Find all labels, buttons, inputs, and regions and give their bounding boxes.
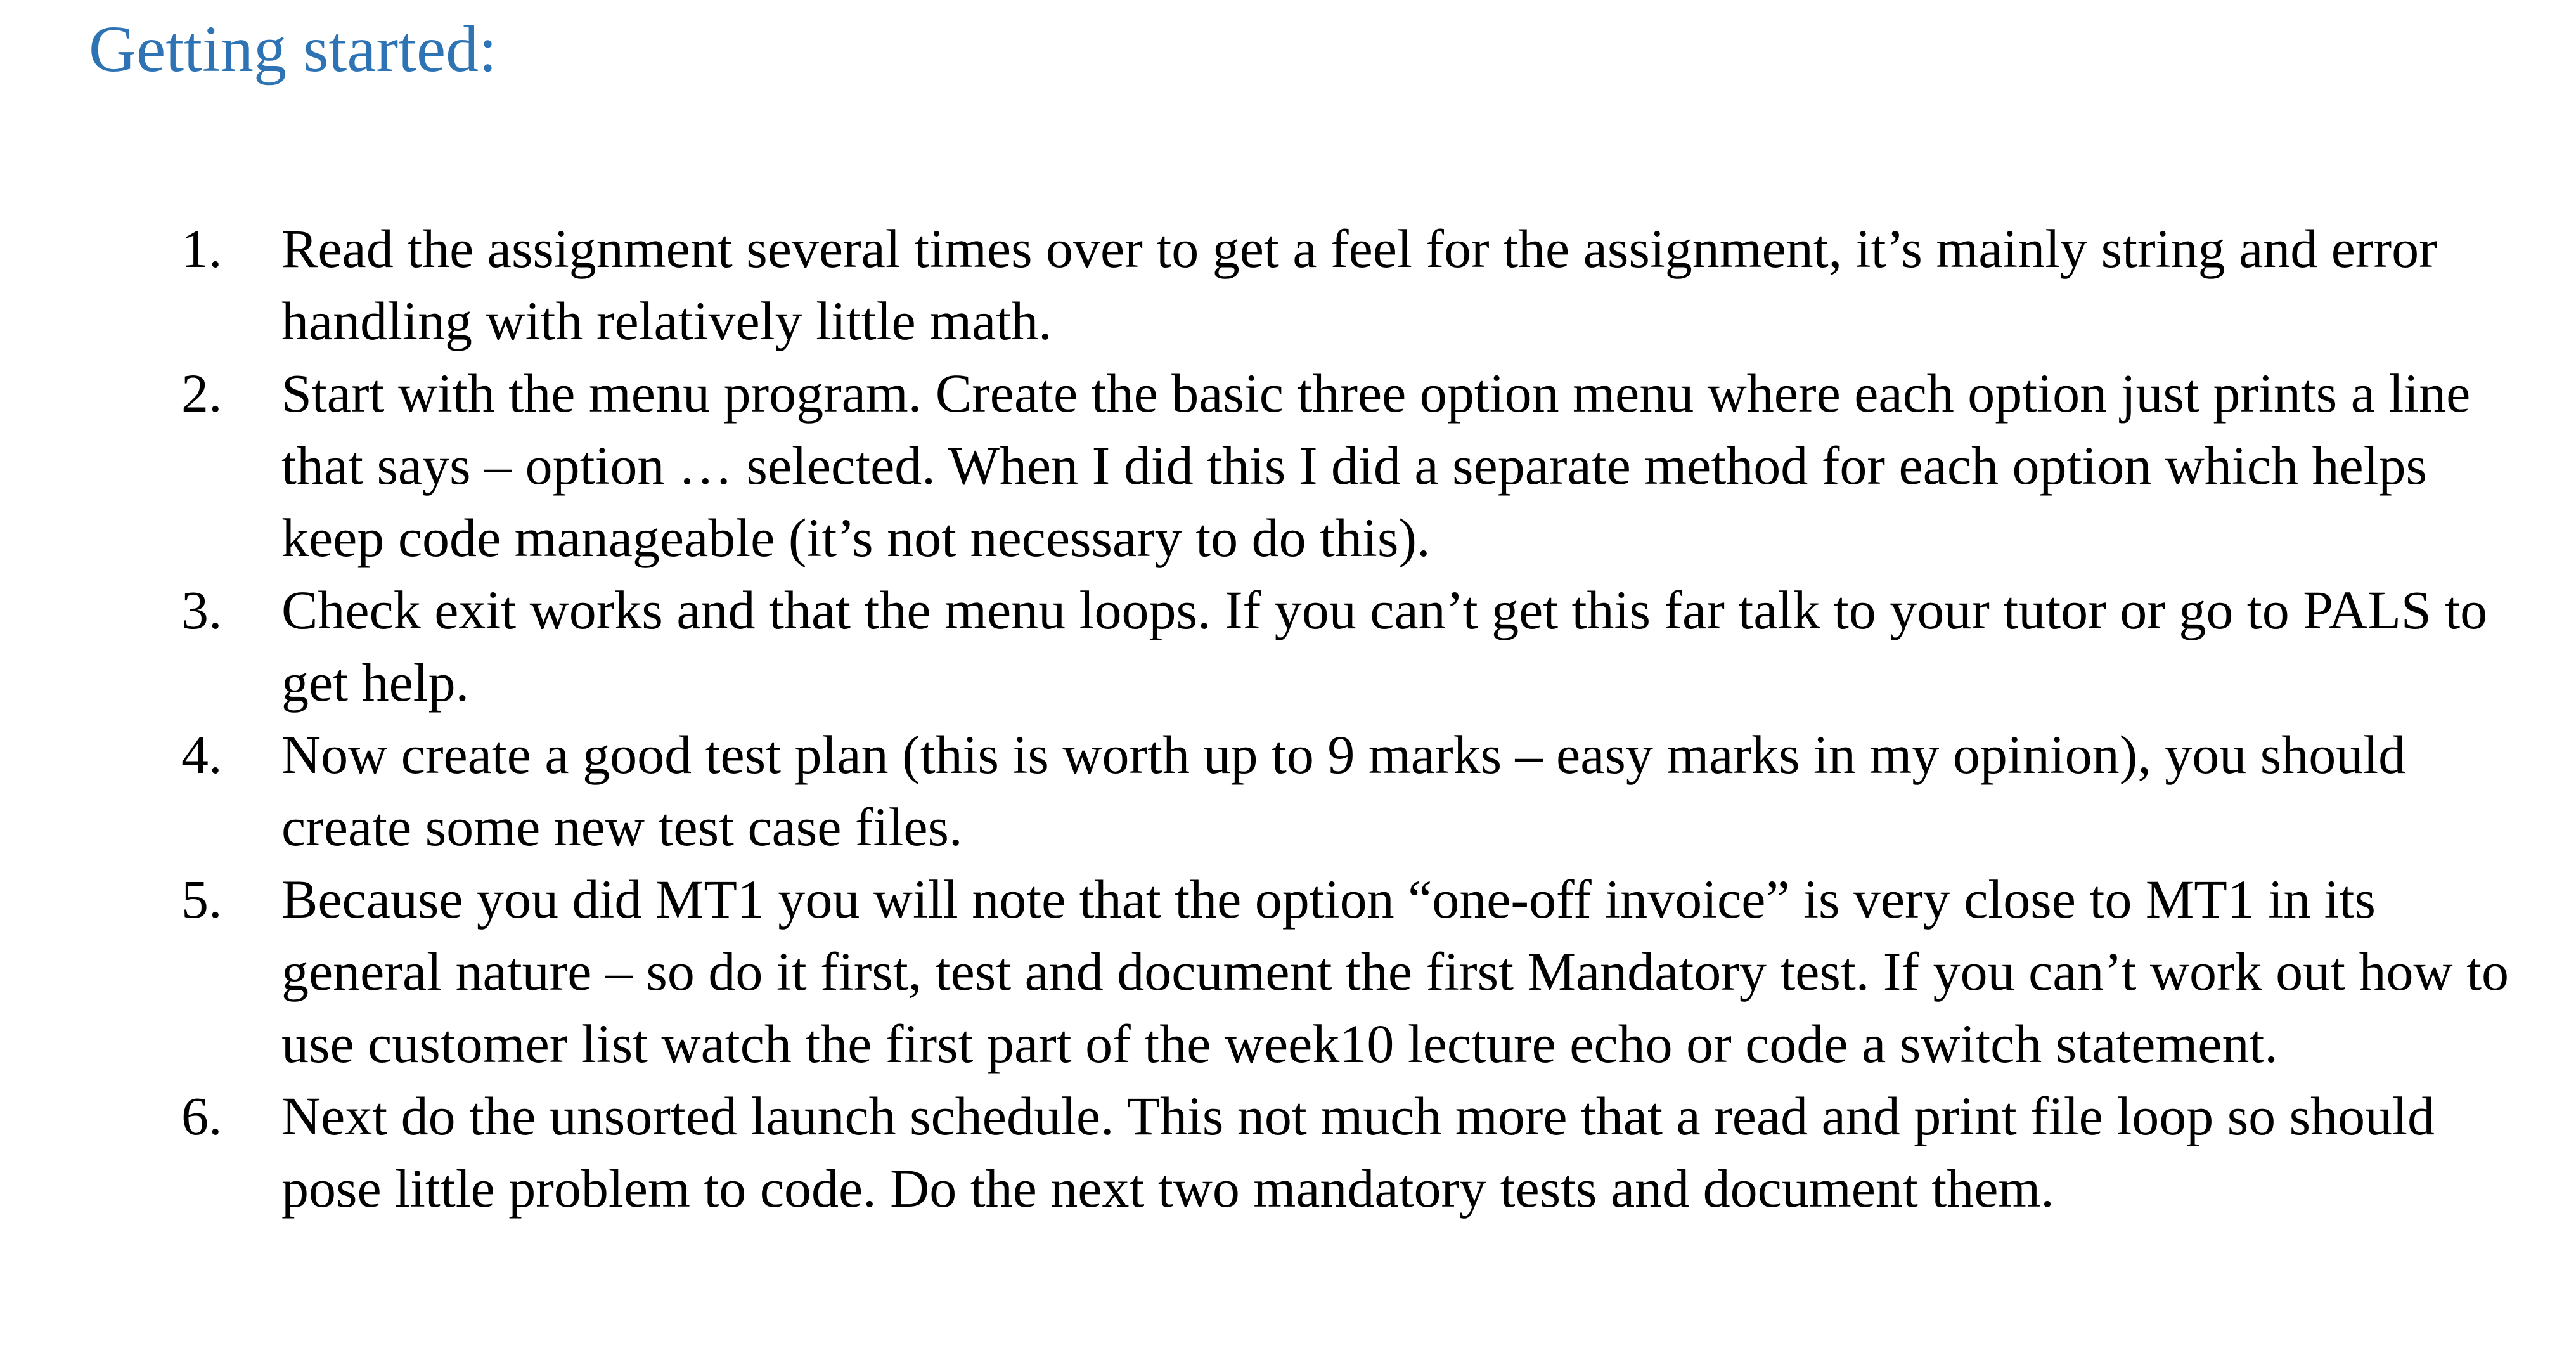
step-text: Check exit works and that the menu loops. If you can’t get this far talk to your tutor or go to PALS to get help. [281,580,2488,713]
section-heading: Getting started: [89,13,498,86]
step-number: 4. [181,724,222,785]
step-item-5 [0,863,2525,1080]
getting-started-steps-list [0,212,2576,1224]
step-item-2 [0,357,2525,574]
step-number: 1. [181,218,222,279]
step-text: Because you did MT1 you will note that the option “one-off invoice” is very close to MT1 in its general nature – so do it first, test and document the first Mandatory test. If you can’t work out how to use customer list watch the first part of the week10 lecture echo or code a switch statement. [281,869,2509,1074]
step-number: 5. [181,869,222,930]
step-number: 2. [181,363,222,424]
step-number: 3. [181,580,222,640]
step-item-3 [0,574,2525,718]
step-text: Next do the unsorted launch schedule. This not much more that a read and print file loop so should pose little problem to code. Do the next two mandatory tests and document them. [281,1086,2435,1219]
step-number: 6. [181,1086,222,1146]
step-text: Now create a good test plan (this is worth up to 9 marks – easy marks in my opinion), you should create some new test case files. [281,724,2406,857]
step-text: Start with the menu program. Create the basic three option menu where each option just prints a line that says – option … selected. When I did this I did a separate method for each option which helps keep code manageable (it’s not necessary to do this). [281,363,2471,568]
step-item-6 [0,1080,2525,1224]
step-item-1 [0,212,2525,357]
step-item-4 [0,718,2525,863]
step-text: Read the assignment several times over to get a feel for the assignment, it’s mainly string and error handling with relatively little math. [281,218,2437,351]
